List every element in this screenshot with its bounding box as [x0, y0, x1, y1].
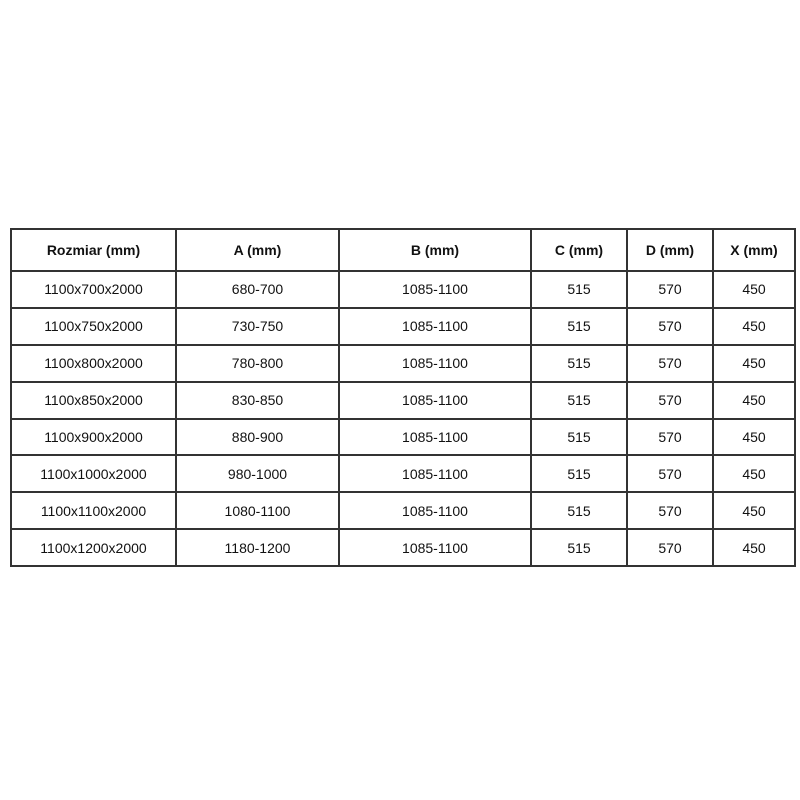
- table-cell: 515: [531, 492, 627, 529]
- table-cell: 570: [627, 492, 713, 529]
- table-row: [11, 271, 795, 308]
- table-cell: 1085-1100: [339, 345, 531, 382]
- table-cell: 680-700: [176, 271, 339, 308]
- column-header-b: B (mm): [339, 229, 531, 271]
- table-cell: 780-800: [176, 345, 339, 382]
- table-cell: 1085-1100: [339, 308, 531, 345]
- table-cell: 570: [627, 419, 713, 456]
- table-cell: 1085-1100: [339, 271, 531, 308]
- table-cell: 730-750: [176, 308, 339, 345]
- table-cell: 515: [531, 308, 627, 345]
- table-cell: 1085-1100: [339, 419, 531, 456]
- table-cell: 570: [627, 345, 713, 382]
- table-row: [11, 455, 795, 492]
- table-cell: 515: [531, 419, 627, 456]
- table-cell: 450: [713, 271, 795, 308]
- table-cell: 1085-1100: [339, 492, 531, 529]
- table-cell: 1085-1100: [339, 455, 531, 492]
- table-cell: 515: [531, 529, 627, 566]
- table-cell: 450: [713, 382, 795, 419]
- table-cell: 570: [627, 271, 713, 308]
- table-cell: 570: [627, 529, 713, 566]
- table-cell: 515: [531, 382, 627, 419]
- column-header-a: A (mm): [176, 229, 339, 271]
- table-cell: 515: [531, 345, 627, 382]
- table-cell: 450: [713, 419, 795, 456]
- column-header-x: X (mm): [713, 229, 795, 271]
- table-cell: 1100x1200x2000: [11, 529, 176, 566]
- table-cell: 1180-1200: [176, 529, 339, 566]
- table-cell: 1085-1100: [339, 529, 531, 566]
- table-cell: 450: [713, 308, 795, 345]
- table-cell: 1100x1100x2000: [11, 492, 176, 529]
- spec-table: [10, 228, 796, 567]
- table-cell: 880-900: [176, 419, 339, 456]
- header-row: [11, 229, 795, 271]
- table-row: [11, 419, 795, 456]
- table-cell: 1080-1100: [176, 492, 339, 529]
- table-cell: 450: [713, 529, 795, 566]
- table-row: [11, 492, 795, 529]
- table-cell: 1100x1000x2000: [11, 455, 176, 492]
- table-cell: 570: [627, 455, 713, 492]
- table-cell: 570: [627, 382, 713, 419]
- table-cell: 1100x750x2000: [11, 308, 176, 345]
- column-header-d: D (mm): [627, 229, 713, 271]
- table-cell: 830-850: [176, 382, 339, 419]
- table-cell: 450: [713, 455, 795, 492]
- table-cell: 450: [713, 492, 795, 529]
- table-cell: 980-1000: [176, 455, 339, 492]
- table-cell: 515: [531, 455, 627, 492]
- table-cell: 1100x700x2000: [11, 271, 176, 308]
- table-cell: 515: [531, 271, 627, 308]
- table-cell: 1100x850x2000: [11, 382, 176, 419]
- table-row: [11, 308, 795, 345]
- table-row: [11, 345, 795, 382]
- table-cell: 1100x900x2000: [11, 419, 176, 456]
- table-row: [11, 382, 795, 419]
- table-cell: 450: [713, 345, 795, 382]
- column-header-rozmiar: Rozmiar (mm): [11, 229, 176, 271]
- table-cell: 1100x800x2000: [11, 345, 176, 382]
- table-row: [11, 529, 795, 566]
- table-cell: 570: [627, 308, 713, 345]
- column-header-c: C (mm): [531, 229, 627, 271]
- table-cell: 1085-1100: [339, 382, 531, 419]
